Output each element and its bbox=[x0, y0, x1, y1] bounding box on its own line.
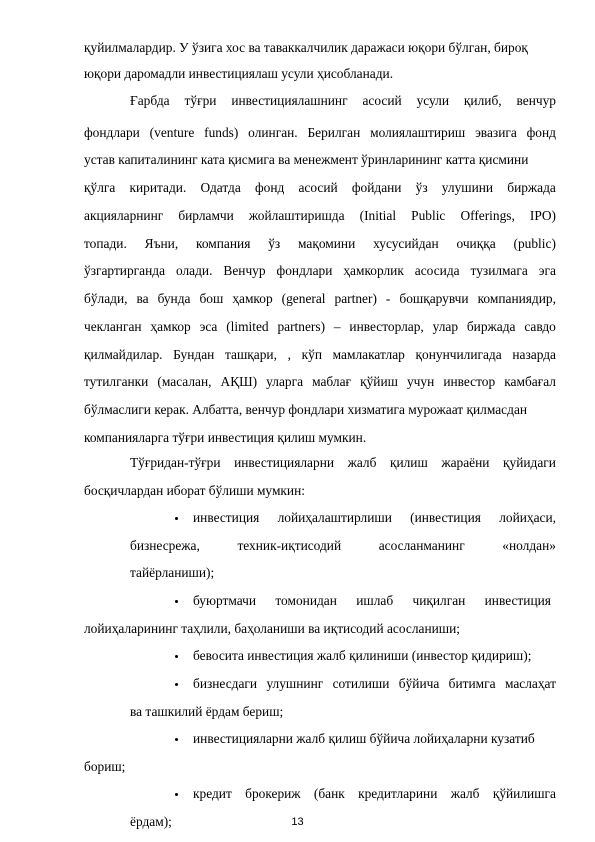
word: ўз bbox=[415, 180, 428, 195]
word: кўп bbox=[301, 347, 322, 362]
word: Яъни, bbox=[144, 236, 179, 251]
word: фондлари bbox=[84, 125, 140, 140]
word: эвазига bbox=[475, 125, 517, 140]
word: олади. bbox=[175, 263, 213, 278]
word: буюртмачи bbox=[193, 593, 257, 608]
word: инвестиция bbox=[484, 593, 551, 608]
text-line bbox=[84, 263, 556, 279]
word: биржада bbox=[507, 180, 556, 195]
text-line bbox=[84, 208, 556, 224]
word: маблағ bbox=[312, 374, 352, 389]
word: Ғарбда bbox=[130, 93, 170, 108]
word: қилиб, bbox=[463, 93, 502, 108]
word: (масалан, bbox=[157, 374, 212, 389]
word: улар bbox=[432, 319, 459, 334]
word: эса bbox=[199, 319, 218, 334]
word: мамлакатлар bbox=[332, 347, 405, 362]
word: ҳамкорлик bbox=[343, 263, 404, 278]
word: компания bbox=[196, 236, 251, 251]
word: чиқилган bbox=[412, 593, 466, 608]
word: (инвестиция bbox=[410, 510, 481, 525]
word: эга bbox=[538, 263, 556, 278]
word: бунда bbox=[157, 291, 191, 306]
list-item-text: тайёрланиши); bbox=[130, 565, 215, 580]
list-item-text: ёрдам); bbox=[130, 814, 172, 829]
word: олинган. bbox=[248, 125, 298, 140]
text-line bbox=[84, 236, 556, 252]
word: инвестор bbox=[443, 374, 496, 389]
word: савдо bbox=[524, 319, 556, 334]
word: тутилганки bbox=[84, 374, 149, 389]
list-item-text: инвестицияларни жалб қилиш бўйича лойиҳаларни кузатиб bbox=[193, 731, 535, 746]
word: - bbox=[385, 291, 391, 306]
word: маслаҳат bbox=[504, 676, 556, 691]
word: ва bbox=[136, 291, 149, 306]
word: улушини bbox=[441, 180, 494, 195]
word: funds) bbox=[204, 125, 239, 140]
word: «нолдан» bbox=[502, 538, 556, 553]
list-item-text: лойиҳаларининг таҳлили, баҳоланиши ва иқтисодий асосланиши; bbox=[84, 621, 460, 636]
word: (limited bbox=[226, 319, 269, 334]
word: фонд bbox=[526, 125, 556, 140]
word: мақомини bbox=[298, 236, 356, 251]
word: Одатда bbox=[200, 180, 241, 195]
word: – bbox=[333, 319, 341, 334]
word: компаниядир, bbox=[477, 291, 556, 306]
word: камбағал bbox=[504, 374, 556, 389]
word: бизнесрежа, bbox=[130, 538, 200, 553]
word: брокериж bbox=[245, 786, 301, 801]
word: сотилиши bbox=[332, 676, 390, 691]
word: жалб bbox=[450, 786, 480, 801]
word: бизнесдаги bbox=[193, 676, 258, 691]
word: киритади. bbox=[129, 180, 187, 195]
word: Public bbox=[411, 208, 446, 223]
word: бош bbox=[199, 291, 224, 306]
word: АҚШ) bbox=[220, 374, 258, 389]
word: Offerings, bbox=[460, 208, 515, 223]
word: лойиҳаси, bbox=[499, 510, 556, 525]
word: partners) bbox=[277, 319, 326, 334]
text-line: босқичлардан иборат бўлиши мумкин: bbox=[84, 483, 305, 498]
word: техник-иқтисодий bbox=[237, 538, 342, 553]
bullet-icon bbox=[175, 793, 178, 796]
word: Бундан bbox=[173, 347, 215, 362]
word: инвестицияларни bbox=[234, 455, 335, 470]
word: тўғри bbox=[184, 93, 217, 108]
list-item-text: бориш; bbox=[84, 759, 126, 774]
word: уларга bbox=[266, 374, 304, 389]
word: фондлари bbox=[276, 263, 333, 278]
word: хусусийдан bbox=[373, 236, 439, 251]
word: кредитларини bbox=[358, 786, 438, 801]
word: лойиҳалаштирлиши bbox=[277, 510, 392, 525]
word: усули bbox=[416, 93, 450, 108]
bullet-icon bbox=[175, 517, 178, 520]
word: акцияларнинг bbox=[84, 208, 164, 223]
word: Венчур bbox=[223, 263, 266, 278]
word: инвестиция bbox=[193, 510, 260, 525]
word: жараёни bbox=[441, 455, 490, 470]
word: фонд bbox=[254, 180, 285, 195]
bullet-icon bbox=[175, 655, 178, 658]
word: қуйидаги bbox=[503, 455, 556, 470]
word: IPO) bbox=[529, 208, 556, 223]
word: чекланган bbox=[84, 319, 142, 334]
word: , bbox=[287, 347, 291, 362]
word: ҳамкор bbox=[232, 291, 273, 306]
text-line: компанияларга тўғри инвестиция қилиш мумкин. bbox=[84, 430, 367, 445]
word: (venture bbox=[149, 125, 195, 140]
text-line bbox=[84, 319, 556, 335]
word: улушнинг bbox=[266, 676, 324, 691]
word: асосида bbox=[414, 263, 460, 278]
word: қўйилишга bbox=[492, 786, 556, 801]
word: асосий bbox=[362, 93, 402, 108]
word: бўлади, bbox=[84, 291, 128, 306]
word: асосий bbox=[298, 180, 338, 195]
word: битимга bbox=[448, 676, 496, 691]
word: учун bbox=[406, 374, 435, 389]
word: қўлга bbox=[84, 180, 116, 195]
list-item-text: ва ташкилий ёрдам бериш; bbox=[130, 704, 284, 719]
word: бирламчи bbox=[178, 208, 234, 223]
word: тузилмага bbox=[470, 263, 528, 278]
word: очиққа bbox=[456, 236, 496, 251]
word: назарда bbox=[512, 347, 556, 362]
word: топади. bbox=[84, 236, 127, 251]
word: ташқари, bbox=[224, 347, 277, 362]
word: жойлаштиришда bbox=[248, 208, 345, 223]
word: қилмайдилар. bbox=[84, 347, 163, 362]
text-line bbox=[84, 374, 556, 390]
bullet-icon bbox=[175, 683, 178, 686]
word: бўйича bbox=[398, 676, 440, 691]
list-item-text: бевосита инвестиция жалб қилиниши (инвестор қидириш); bbox=[193, 648, 532, 663]
word: (Initial bbox=[359, 208, 397, 223]
word: ўзгартирганда bbox=[84, 263, 166, 278]
text-line: қуйилмалардир. У ўзига хос ва таваккалчилик даражаси юқори бўлган, бироқ bbox=[84, 40, 528, 55]
word: инвестициялашнинг bbox=[231, 93, 348, 108]
word: асосланманинг bbox=[378, 538, 465, 553]
list-item-text bbox=[193, 593, 551, 609]
word: Берилган bbox=[307, 125, 361, 140]
word: қонунчилигада bbox=[415, 347, 502, 362]
text-line bbox=[84, 347, 556, 363]
word: partner) bbox=[334, 291, 377, 306]
list-item-text bbox=[193, 510, 556, 526]
text-line bbox=[130, 455, 556, 471]
text-line: юқори даромадли инвестициялаш усули ҳисобланади. bbox=[84, 66, 394, 81]
text-line bbox=[84, 180, 556, 196]
word: томонидан bbox=[275, 593, 337, 608]
word: кредит bbox=[193, 786, 232, 801]
text-line: устав капиталининг ката қисмига ва менежмент ўринларининг катта қисмини bbox=[84, 152, 529, 167]
word: бошқарувчи bbox=[399, 291, 469, 306]
list-item-text bbox=[193, 786, 556, 802]
word: ишлаб bbox=[356, 593, 394, 608]
word: биржада bbox=[466, 319, 516, 334]
word: инвесторлар, bbox=[349, 319, 424, 334]
text-line bbox=[84, 291, 556, 307]
word: Тўғридан-тўғри bbox=[130, 455, 221, 470]
word: (general bbox=[281, 291, 326, 306]
word: молиялаштириш bbox=[370, 125, 466, 140]
word: (банк bbox=[313, 786, 345, 801]
word: ҳамкор bbox=[150, 319, 191, 334]
word: қўйиш bbox=[360, 374, 398, 389]
text-line: бўлмаслиги керак. Албатта, венчур фондлари хизматига мурожаат қилмасдан bbox=[84, 402, 528, 417]
word: қилиш bbox=[389, 455, 428, 470]
text-line bbox=[84, 125, 556, 141]
word: фойдани bbox=[351, 180, 402, 195]
list-item-text bbox=[193, 676, 556, 692]
word: (public) bbox=[513, 236, 556, 251]
word: жалб bbox=[347, 455, 377, 470]
bullet-icon bbox=[175, 600, 178, 603]
list-item-text bbox=[130, 538, 556, 554]
word: венчур bbox=[516, 93, 556, 108]
text-line bbox=[130, 93, 556, 109]
word: ўз bbox=[268, 236, 281, 251]
page-number: 13 bbox=[291, 816, 304, 828]
bullet-icon bbox=[175, 738, 178, 741]
